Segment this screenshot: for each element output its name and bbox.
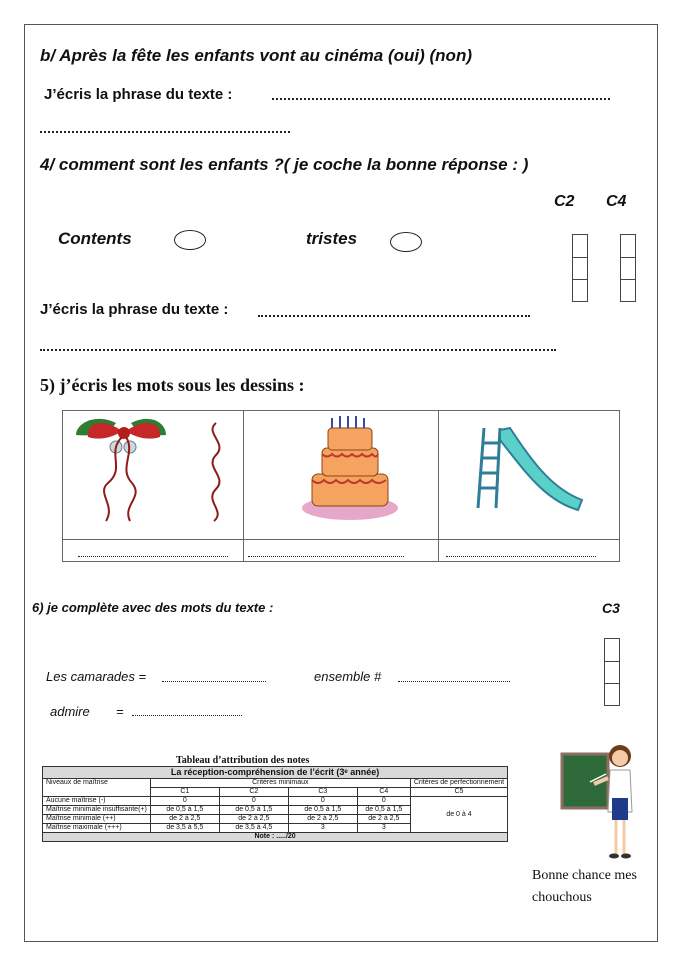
criterion-c3: C3 [602,600,620,616]
note-total: Note : ...../20 [43,833,508,842]
grading-heading: La réception-compréhension de l’écrit (3ᵉ année) [43,767,508,779]
grading-table [42,766,508,842]
score-cell: 0 [357,797,410,806]
score-box-c3[interactable] [604,638,620,706]
farewell-line2: chouchous [532,890,592,905]
score-box-c4[interactable] [620,234,636,302]
score-cell: 3 [288,824,357,833]
option-contents-label: Contents [58,229,132,248]
score-cell: de 2 à 2,5 [150,815,219,824]
farewell-line1: Bonne chance mes [532,868,637,883]
score-cell: 3 [357,824,410,833]
criterion-header: C2 [219,788,288,797]
level-cell: Maîtrise minimale (++) [43,815,151,824]
criterion-header: C3 [288,788,357,797]
criterion-c4: C4 [606,193,627,210]
score-cell: de 2 à 2,5 [357,815,410,824]
equals-sign: = [116,704,124,719]
col-min: Critères minimaux [150,779,410,788]
answer-line-ensemble[interactable] [398,681,510,682]
question-b-write-label: J’écris la phrase du texte : [44,86,233,103]
question-6-title: 6) je complète avec des mots du texte : [32,600,274,615]
score-cell: de 3,5 à 5,5 [150,824,219,833]
label-ensemble: ensemble # [314,669,382,684]
answer-line[interactable] [40,131,290,133]
option-tristes-checkbox[interactable] [390,232,422,252]
question-4-title: 4/ comment sont les enfants ?( je coche la bonne réponse : ) [40,155,529,174]
answer-line[interactable] [258,315,530,317]
score-cell: de 0,5 à 1,5 [219,806,288,815]
answer-line[interactable] [272,98,610,100]
slide-icon [470,418,590,518]
answer-line[interactable] [40,349,556,351]
criterion-header: C5 [410,788,507,797]
question-4-write-label: J’écris la phrase du texte : [40,301,229,318]
level-cell: Maîtrise maximale (+++) [43,824,151,833]
score-cell: de 2 à 2,5 [288,815,357,824]
col-levels: Niveaux de maîtrise [43,779,151,797]
option-contents-checkbox[interactable] [174,230,206,250]
score-cell: 0 [288,797,357,806]
answer-line-ribbon[interactable] [78,556,228,557]
score-cell: 0 [219,797,288,806]
score-cell: de 0,5 à 1,5 [357,806,410,815]
criterion-c2: C2 [554,193,575,210]
question-b-title: b/ Après la fête les enfants vont au cinéma (oui) (non) [40,46,472,65]
question-5-title: 5) j’écris les mots sous les dessins : [40,375,305,395]
answer-line-cake[interactable] [248,556,404,557]
option-tristes-label: tristes [306,229,358,248]
grading-caption: Tableau d’attribution des notes [176,755,310,766]
answer-line-camarades[interactable] [162,681,266,682]
perf-cell: de 0 à 4 [410,797,507,833]
score-cell: de 0,5 à 1,5 [288,806,357,815]
label-camarades: Les camarades = [46,669,147,684]
col-perf: Critères de perfectionnement [410,779,507,788]
table-row [43,797,508,806]
label-admire: admire [50,704,90,719]
cake-icon [290,412,410,524]
answer-line-admire[interactable] [132,715,242,716]
teacher-icon [560,738,640,864]
level-cell: Aucune maîtrise (-) [43,797,151,806]
answer-line-slide[interactable] [446,556,596,557]
score-cell: de 2 à 2,5 [219,815,288,824]
criterion-header: C1 [150,788,219,797]
score-cell: de 0,5 à 1,5 [150,806,219,815]
score-box-c2[interactable] [572,234,588,302]
score-cell: de 3,5 à 4,5 [219,824,288,833]
score-cell: 0 [150,797,219,806]
ribbon-icon [66,413,240,531]
level-cell: Maîtrise minimale insuffisante(+) [43,806,151,815]
criterion-header: C4 [357,788,410,797]
